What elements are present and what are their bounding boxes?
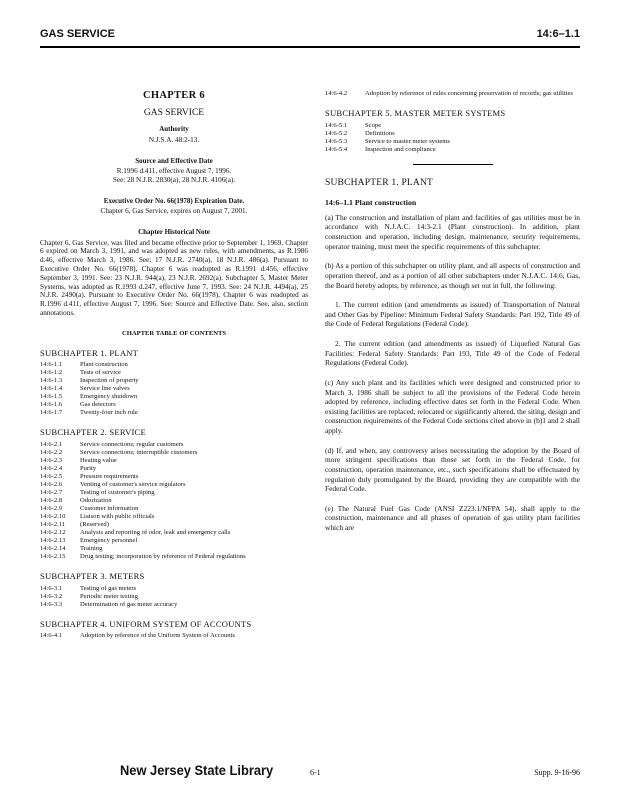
page-number: 6-1 [310, 768, 321, 777]
toc-entry [40, 369, 308, 377]
toc-entry [325, 90, 580, 98]
toc-entry [40, 441, 308, 449]
divider-rule [413, 164, 493, 165]
toc-entry-number: 14:6-3.2 [40, 592, 63, 600]
right-column [325, 90, 580, 543]
toc-entry-number: 14:6-5.2 [325, 130, 348, 138]
toc-entry [325, 122, 580, 130]
toc-entry [40, 473, 308, 481]
toc-entry-title: Adoption by reference of the Uniform System of Accounts [80, 632, 235, 640]
section-heading: 14:6–1.1 Plant construction [325, 197, 417, 207]
toc-entry-number: 14:6-2.4 [40, 464, 63, 472]
toc-entry-number: 14:6-4.1 [40, 632, 63, 640]
toc-entry-title: Emergency shutdown [80, 393, 138, 401]
toc-entry-number: 14:6-5.4 [325, 146, 348, 154]
toc-entry-title: Twenty-four inch rule [80, 409, 138, 417]
toc-entry-number: 14:6-1.4 [40, 385, 63, 393]
toc-list-sub1 [40, 361, 308, 417]
toc-entry [40, 385, 308, 393]
toc-entry-title: Scope [365, 122, 382, 130]
eo-text: Chapter 6, Gas Service, expires on August 7, 2001. [100, 207, 248, 216]
toc-subchapter-3: SUBCHAPTER 3. METERS [40, 571, 145, 582]
toc-subchapter-5: SUBCHAPTER 5. MASTER METER SYSTEMS [325, 108, 506, 119]
toc-entry [40, 505, 308, 513]
toc-entry [40, 481, 308, 489]
toc-entry-title: Purity [80, 464, 97, 472]
toc-entry [40, 553, 308, 561]
toc-subchapter-2: SUBCHAPTER 2. SERVICE [40, 427, 146, 438]
authority-text: N.J.S.A. 48:2-13. [148, 135, 200, 144]
toc-entry [40, 601, 308, 609]
toc-entry-title: Adoption by reference of rules concerning preservation of records; gas utilities [365, 90, 573, 97]
toc-entry-title: Periodic meter testing [80, 592, 138, 600]
toc-entry [40, 393, 308, 401]
history-label: Chapter Historical Note [138, 228, 210, 237]
toc-entry-number: 14:6-1.7 [40, 409, 63, 417]
toc-entry-number: 14:6-3.3 [40, 600, 63, 608]
toc-entry-title: Odorization [80, 497, 112, 505]
toc-entry-number: 14:6-2.10 [40, 513, 66, 521]
toc-entry [40, 361, 308, 369]
toc-entry-number: 14:6-5.3 [325, 138, 348, 146]
toc-entry-title: Inspection and compliance [365, 146, 436, 154]
toc-entry-number: 14:6-2.2 [40, 448, 63, 456]
toc-entry [40, 409, 308, 417]
toc-entry-number: 14:6-2.9 [40, 505, 63, 513]
toc-entry [40, 593, 308, 601]
toc-subchapter-1: SUBCHAPTER 1. PLANT [40, 347, 139, 358]
paragraph-b: (b) As a portion of this subchapter on utility plant, and all aspects of construction and operation thereof, and as a portion of all other subchapters under N.J.A.C. 14:6, Gas, the Board hereby adopts, by reference, as though set out in full, the following: [325, 261, 580, 290]
toc-entry-number: 14:6-1.3 [40, 377, 63, 385]
toc-list-sub3 [40, 585, 308, 609]
source-label: Source and Effective Date [135, 156, 213, 165]
toc-list-sub4-cont [325, 90, 580, 98]
toc-entry-title: Drug testing; incorporation by reference of Federal regulations [80, 553, 246, 561]
toc-entry-title: Venting of customer's service regulators [80, 481, 186, 489]
toc-entry [40, 632, 308, 640]
toc-entry [40, 585, 308, 593]
toc-entry-number: 14:6-3.1 [40, 584, 63, 592]
paragraph-b2: 2. The current edition (and amendments as issued) of Liquefied Natural Gas Facilities: Federal Safety Standards: Part 193, Title 49 of the Code of Federal Regulations (Federal Code). [325, 339, 580, 368]
toc-entry-title: Plant construction [80, 361, 128, 369]
source-line-2: See: 28 N.J.R. 2830(a), 28 N.J.R. 4106(a). [112, 176, 236, 184]
toc-entry-number: 14:6-2.13 [40, 537, 66, 545]
subchapter-heading: SUBCHAPTER 1. PLANT [325, 178, 434, 189]
toc-entry [325, 146, 580, 154]
toc-entry-number: 14:6-2.11 [40, 521, 66, 529]
toc-entry-title: Analysis and reporting of odor, leak and emergency calls [80, 529, 231, 537]
paragraph-c: (c) Any such plant and its facilities which were designed and constructed prior to March 3, 1986 shall be subject to all the provisions of the Federal Code herein adopted by reference, including effective dates set forth in the Federal Code. When existing facilities are replaced, relocated or significantly altered, the siting, design and construction requirements of the Federal Code sections cited above in (b)1 and 2 shall apply. [325, 377, 580, 436]
toc-entry [40, 513, 308, 521]
toc-entry-number: 14:6-5.1 [325, 122, 348, 130]
supplement-date: Supp. 9-16-96 [534, 768, 580, 777]
toc-entry [40, 545, 308, 553]
authority-label: Authority [159, 125, 189, 134]
toc-entry [40, 401, 308, 409]
toc-subchapter-4: SUBCHAPTER 4. UNIFORM SYSTEM OF ACCOUNTS [40, 618, 252, 629]
toc-entry-title: Training [80, 545, 103, 553]
toc-entry-number: 14:6-4.2 [325, 90, 348, 97]
toc-list-sub5 [325, 122, 580, 154]
toc-entry-title: Heating value [80, 456, 117, 464]
toc-entry-title: Service connections; interruptible customers [80, 448, 198, 456]
toc-entry-title: Emergency personnel [80, 537, 138, 545]
toc-entry-number: 14:6-1.2 [40, 369, 63, 377]
toc-entry-number: 14:6-2.14 [40, 545, 66, 553]
header-section: 14:6–1.1 [536, 28, 580, 40]
toc-entry-title: Service line valves [80, 385, 130, 393]
toc-entry-number: 14:6-2.15 [40, 553, 66, 561]
toc-entry-title: Service connections; regular customers [80, 440, 184, 448]
toc-entry-number: 14:6-2.7 [40, 489, 63, 497]
paragraph-e: (e) The Natural Fuel Gas Code (ANSI Z223.1/NFPA 54), shall apply to the construction, maintenance and all phases of operation of gas utility plant facilities which are [325, 503, 580, 533]
toc-entry-number: 14:6-2.12 [40, 529, 66, 537]
toc-entry-title: Inspection of property [80, 377, 139, 385]
toc-entry-title: Testing of customer's piping [80, 489, 155, 497]
toc-entry-title: Definitions [365, 130, 395, 138]
toc-entry-title: Determination of gas meter accuracy [80, 600, 178, 608]
history-text: Chapter 6, Gas Service, was filed and became effective prior to September 1, 1969. Chapter 6 expired on March 3, 1991, and was adopted as new rules, with amendments, as R.1986 d.46, effective March 3, 1986. See: 17 N.J.R. 2740(a), 18 N.J.R. 486(a). Pursuant to Executive Order No. 66(1978), Chapter 6 was readopted as R.1991 d.456, effective September 3, 1991. See: 23 N.J.R. 944(a), 23 N.J.R. 2692(a). Subchapter 5, Master Meter Systems, was adopted as R.1993 d.247, effective June 7, 1993. See: 24 N.J.R. 4494(a), 25 N.J.R. 2490(a). Pursuant to Executive Order No. 66(1978), Chapter 6 was readopted as R.1996 d.411, effective August 7, 1996. See: Source and Effective Date. See, also, section annotations. [40, 238, 308, 317]
toc-entry-title: Customer information [80, 505, 139, 513]
running-header [40, 24, 580, 48]
library-stamp: New Jersey State Library [120, 762, 274, 778]
toc-entry-title: Liaison with public officials [80, 513, 155, 521]
toc-entry [325, 130, 580, 138]
toc-entry [40, 465, 308, 473]
toc-entry-number: 14:6-2.6 [40, 481, 63, 489]
toc-entry-title: Testing of gas meters [80, 584, 137, 592]
toc-entry-title: Service to master meter systems [365, 138, 450, 146]
toc-entry [40, 497, 308, 505]
chapter-title: GAS SERVICE [143, 107, 205, 118]
page-footer [40, 762, 580, 788]
toc-entry-number: 14:6-2.3 [40, 456, 63, 464]
toc-list-sub4 [40, 632, 308, 640]
toc-entry [40, 521, 308, 529]
toc-entry-title: Tests of service [80, 369, 121, 377]
toc-entry-number: 14:6-2.5 [40, 473, 63, 480]
toc-entry-number: 14:6-1.5 [40, 393, 63, 401]
toc-entry [40, 537, 308, 545]
toc-entry [40, 529, 308, 537]
toc-list-sub2 [40, 441, 308, 561]
paragraph-b1: 1. The current edition (and amendments as issued) of Transportation of Natural and Other Gas by Pipeline: Minimum Federal Safety Standards: Part 192, Title 49 of the Code of Federal Regulations (Federal Code). [325, 300, 580, 329]
toc-entry [40, 489, 308, 497]
toc-entry-number: 14:6-2.8 [40, 497, 63, 505]
header-title: GAS SERVICE [40, 28, 115, 40]
toc-entry-number: 14:6-2.1 [40, 440, 63, 448]
toc-entry-title: Gas detectors [80, 401, 116, 409]
eo-label: Executive Order No. 66(1978) Expiration Date. [103, 196, 245, 205]
source-line-1: R.1996 d.411, effective August 7, 1996. [116, 167, 232, 176]
toc-entry [40, 457, 308, 465]
toc-entry [40, 449, 308, 457]
toc-entry-number: 14:6-1.6 [40, 401, 63, 409]
toc-entry-title: Pressure requirements [80, 473, 139, 480]
left-column [40, 90, 308, 640]
paragraph-d: (d) If, and when, any controversy arises necessitating the adoption by the Board of more stringent specifications than those set forth in the Federal Code, for construction, operation maintenance, etc., such specifications shall be effectuated by regulation duly promulgated by the Board, providing they are compatible with the Federal Code. [325, 445, 580, 494]
toc-entry [40, 377, 308, 385]
toc-entry-number: 14:6-1.1 [40, 361, 63, 369]
paragraph-a: (a) The construction and installation of plant and facilities of gas utilities must be in accordance with N.J.A.C. 14:3-2.1 (Plant construction). In addition, plant construction and operation, including design, maintenance, security requirements, operator training, must meet the specific requirements of this subchapter. [325, 212, 580, 251]
toc-heading: CHAPTER TABLE OF CONTENTS [121, 329, 227, 337]
chapter-number: CHAPTER 6 [143, 90, 205, 101]
toc-entry-title: (Reserved) [80, 521, 109, 529]
toc-entry [325, 138, 580, 146]
